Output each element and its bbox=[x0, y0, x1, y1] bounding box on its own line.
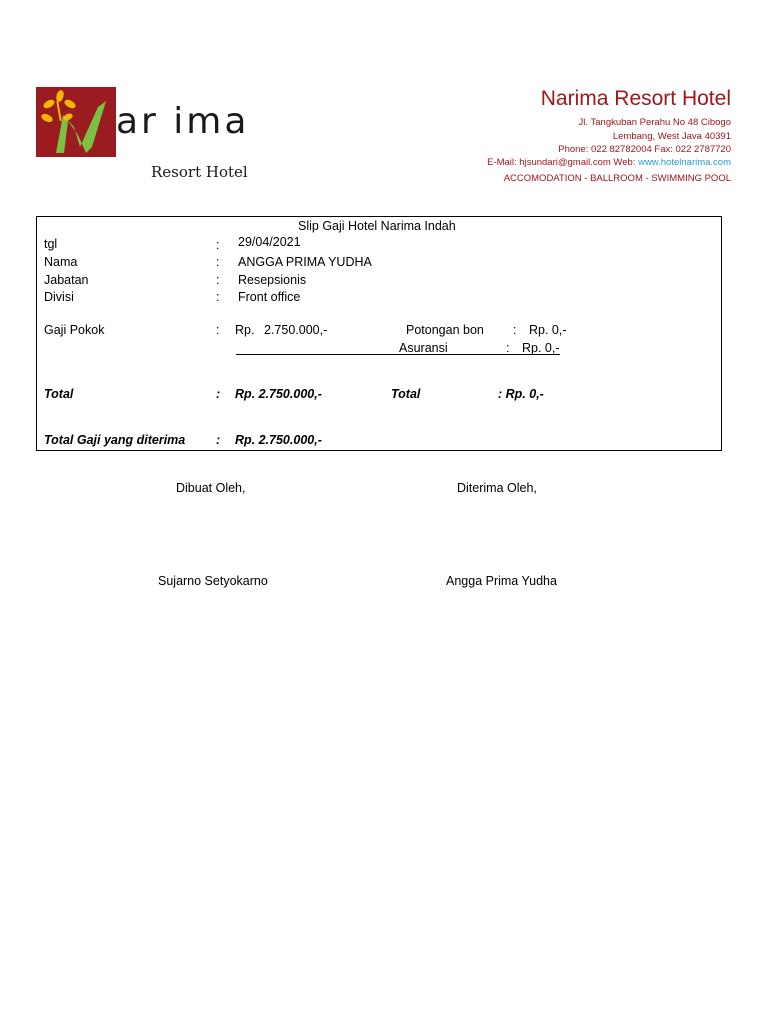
hotel-logo-emblem bbox=[36, 87, 116, 157]
gaji-pokok-currency: Rp. bbox=[235, 323, 255, 337]
nama-label: Nama bbox=[44, 255, 78, 269]
potongan-value: Rp. 0,- bbox=[529, 323, 567, 337]
made-by-name: Sujarno Setyokarno bbox=[158, 574, 268, 588]
potongan-label: Potongan bon bbox=[406, 323, 484, 337]
asuransi-label: Asuransi bbox=[399, 341, 448, 355]
tgl-value: 29/04/2021 bbox=[238, 235, 301, 249]
slip-title: Slip Gaji Hotel Narima Indah bbox=[298, 219, 456, 233]
hotel-email: E-Mail: hjsundari@gmail.com Web: bbox=[487, 157, 639, 168]
jabatan-label: Jabatan bbox=[44, 273, 89, 287]
total-earnings-value: Rp. 2.750.000,- bbox=[235, 387, 322, 401]
nama-colon: : bbox=[216, 255, 220, 269]
logo-wordmark: ar ima bbox=[116, 101, 250, 142]
net-salary-colon: : bbox=[216, 433, 221, 447]
received-by-name: Angga Prima Yudha bbox=[446, 574, 557, 588]
total-deductions-value: : Rp. 0,- bbox=[498, 387, 544, 401]
received-by-label: Diterima Oleh, bbox=[457, 481, 537, 495]
salary-slip bbox=[36, 216, 722, 451]
hotel-contact bbox=[487, 157, 731, 168]
hotel-phone: Phone: 022 82782004 Fax: 022 2787720 bbox=[558, 144, 731, 155]
logo-subtitle: Resort Hotel bbox=[151, 163, 248, 181]
net-salary-value: Rp. 2.750.000,- bbox=[235, 433, 322, 447]
made-by-label: Dibuat Oleh, bbox=[176, 481, 246, 495]
hotel-tagline: ACCOMODATION - BALLROOM - SWIMMING POOL bbox=[503, 173, 731, 184]
total-deductions-label: Total bbox=[391, 387, 421, 401]
hotel-website-link[interactable]: www.hotelnarima.com bbox=[638, 157, 731, 168]
asuransi-colon: : bbox=[506, 341, 510, 355]
jabatan-colon: : bbox=[216, 273, 220, 287]
hotel-address-line2: Lembang, West Java 40391 bbox=[612, 131, 731, 142]
nama-value: ANGGA PRIMA YUDHA bbox=[238, 255, 372, 269]
potongan-colon: : bbox=[513, 323, 517, 337]
asuransi-value: Rp. 0,- bbox=[522, 341, 560, 355]
tgl-label: tgl bbox=[44, 237, 58, 251]
divisi-colon: : bbox=[216, 290, 220, 304]
net-salary-label: Total Gaji yang diterima bbox=[44, 433, 186, 447]
divisi-label: Divisi bbox=[44, 290, 74, 304]
gaji-pokok-label: Gaji Pokok bbox=[44, 323, 105, 337]
jabatan-value: Resepsionis bbox=[238, 273, 307, 287]
leaf-n-icon bbox=[36, 87, 116, 157]
gaji-pokok-colon: : bbox=[216, 323, 220, 337]
tgl-colon: : bbox=[216, 238, 220, 252]
gaji-pokok-value: 2.750.000,- bbox=[264, 323, 328, 337]
total-earnings-label: Total bbox=[44, 387, 74, 401]
total-earnings-colon: : bbox=[216, 387, 221, 401]
deduction-underline bbox=[236, 354, 560, 355]
divisi-value: Front office bbox=[238, 290, 301, 304]
hotel-address-line1: Jl. Tangkuban Perahu No 48 Cibogo bbox=[578, 117, 731, 128]
hotel-name: Narima Resort Hotel bbox=[540, 87, 731, 110]
